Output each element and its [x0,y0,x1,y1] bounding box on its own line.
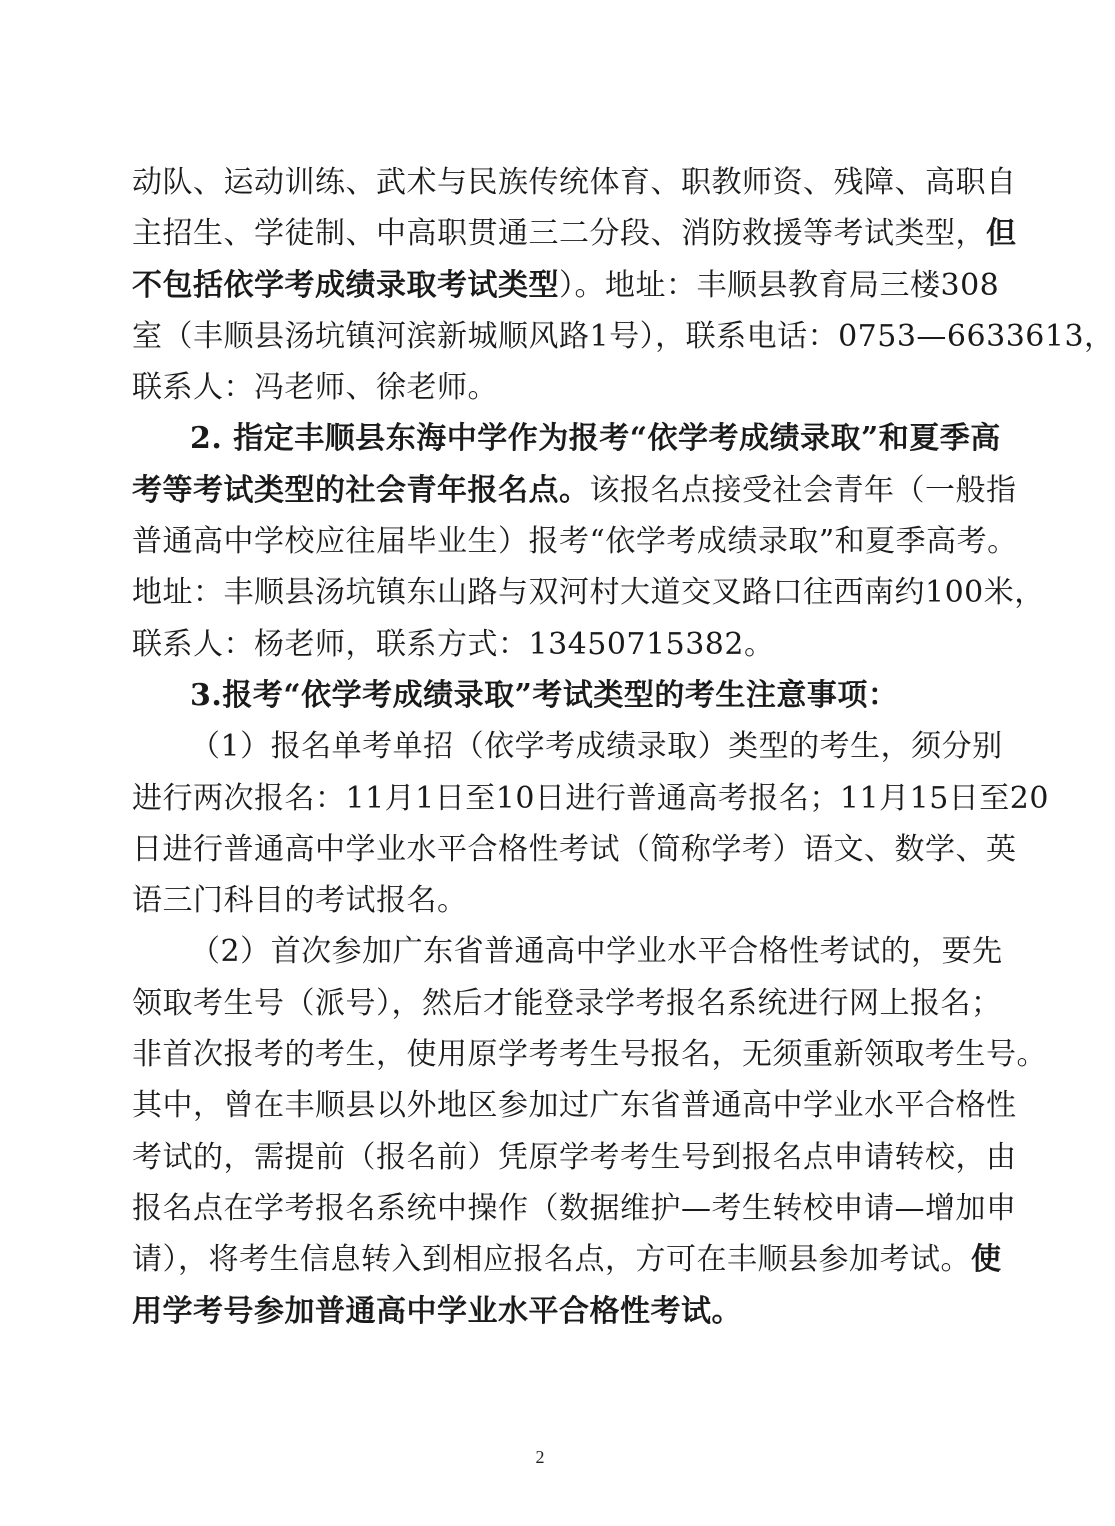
text-line [132,875,947,926]
line-bold-text: 3.报考“依学考成绩录取”考试类型的考生注意事项： [190,677,899,713]
line-text: 非首次报考的考生，使用原学考考生号报名，无须重新领取考生号。 [132,1037,1047,1073]
line-text: （2）首次参加广东省普通高中学业水平合格性考试的，要先 [190,934,1003,970]
line-text: 联系人：杨老师，联系方式：13450715382。 [132,626,775,662]
line-text: 室（丰顺县汤坑镇河滨新城顺风路1号），联系电话：0753—6633613， [132,318,1115,354]
text-line [132,157,1017,208]
line-text: 普通高中学校应往届毕业生）报考“依学考成绩录取”和夏季高考。 [132,524,1018,560]
text-line [132,567,1045,618]
line-text: 领取考生号（派号），然后才能登录学考报名系统进行网上报名； [132,985,1002,1021]
text-line [132,1132,1017,1183]
line-text: 报名点在学考报名系统中操作（数据维护—考生转校申请—增加申 [132,1190,1017,1226]
line-text: ）。地址：丰顺县教育局三楼308 [559,267,1000,303]
line-text: 考试的，需提前（报名前）凭原学考考生号到报名点申请转校，由 [132,1139,1017,1175]
text-line [132,362,947,413]
line-text: 动队、运动训练、武术与民族传统体育、职教师资、残障、高职自 [132,165,1017,200]
text-line [132,1080,1017,1131]
line-text: 主招生、学徒制、中高职贯通三二分段、消防救援等考试类型， [132,216,986,252]
text-line [132,465,1017,516]
text-line [132,619,947,670]
line-text: 该报名点接受社会青年（一般指 [589,472,1017,508]
line-bold-text: 考等考试类型的社会青年报名点。 [132,472,590,508]
page-number: 2 [535,1447,545,1467]
line-bold-text: 2. 指定丰顺县东海中学作为报考“依学考成绩录取”和夏季高 [190,421,1001,457]
line-bold-text: 但 [986,216,1017,252]
text-line [132,260,1000,311]
line-text: 联系人：冯老师、徐老师。 [132,370,498,406]
text-line [132,978,1002,1029]
section-heading [132,413,1001,464]
section-heading [132,670,947,721]
text-line [132,311,1115,362]
text-line [132,926,1003,977]
line-text: 进行两次报名：11月1日至10日进行普通高考报名；11月15日至20 [132,780,1049,816]
line-text: 日进行普通高中学业水平合格性考试（简称学考）语文、数学、英 [132,831,1017,867]
line-text: 其中，曾在丰顺县以外地区参加过广东省普通高中学业水平合格性 [132,1088,1017,1124]
text-line [132,516,1018,567]
text-line [132,1183,1017,1234]
text-line [132,773,1049,824]
text-line [132,824,1017,875]
text-line [132,208,1017,259]
line-text: （1）报名单考单招（依学考成绩录取）类型的考生，须分别 [190,729,1003,765]
text-line [132,1234,1002,1285]
line-text: 语三门科目的考试报名。 [132,883,468,919]
text-line [132,1286,947,1337]
line-bold-text: 用学考号参加普通高中学业水平合格性考试。 [132,1293,742,1329]
line-bold-text: 不包括依学考成绩录取考试类型 [132,267,559,303]
line-text: 地址：丰顺县汤坑镇东山路与双河村大道交叉路口往西南约100米， [132,575,1045,611]
document-body [132,157,1115,1337]
text-line [132,721,1003,772]
line-bold-text: 使 [971,1242,1002,1278]
text-line [132,1029,1047,1080]
line-text: 请），将考生信息转入到相应报名点，方可在丰顺县参加考试。 [132,1242,971,1278]
